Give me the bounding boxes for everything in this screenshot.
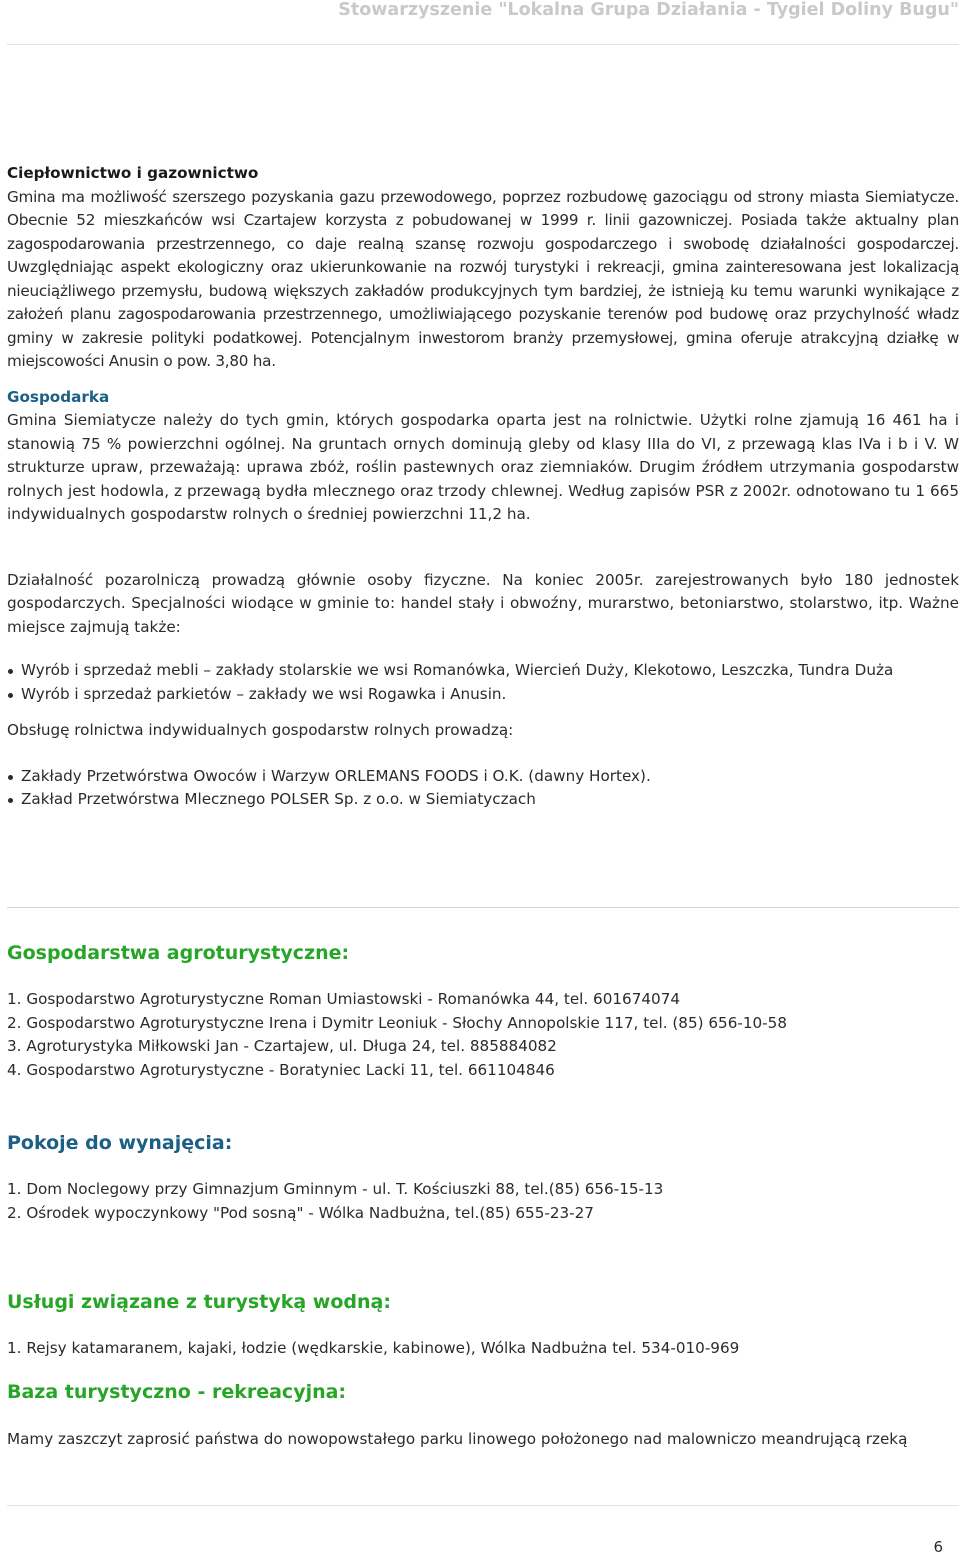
list-item (7, 683, 959, 707)
list-item (7, 788, 959, 812)
list-item: 1. Gospodarstwo Agroturystyczne Roman Umiastowski - Romanówka 44, tel. 601674074 (7, 990, 681, 1008)
crafts-list (7, 659, 959, 706)
page-header (7, 0, 959, 45)
list-item: 3. Agroturystyka Miłkowski Jan - Czartajew, ul. Długa 24, tel. 885884082 (7, 1037, 557, 1055)
economy-section-title: Gospodarka (7, 387, 110, 406)
list-item-text: Wyrób i sprzedaż parkietów – zakłady we wsi Rogawka i Anusin. (21, 684, 507, 703)
list-item-text: Zakład Przetwórstwa Mlecznego POLSER Sp. z o.o. w Siemiatyczach (21, 790, 536, 808)
economy-paragraph-2: Działalność pozarolniczą prowadzą głównie osoby fizyczne. Na koniec 2005r. zarejestrowanych było 180 jednostek gospodarczych. Specjalności wiodące w gminie to: handel stały i obwoźny, murarstwo, betoniarstwo, stolarstwo, itp. Ważne miejsce zajmują także: (7, 570, 959, 636)
list-item: 2. Ośrodek wypoczynkowy "Pod sosną" - Wólka Nadbużna, tel.(85) 655-23-27 (7, 1203, 594, 1222)
rooms-list (7, 1178, 663, 1225)
bullet-icon (8, 669, 13, 674)
bullet-icon (8, 798, 13, 803)
bullet-icon (8, 693, 13, 698)
list-item-text: Wyrób i sprzedaż mebli – zakłady stolarskie we wsi Romanówka, Wiercień Duży, Klekotowo, Leszczka, Tundra Duża (21, 661, 894, 679)
economy-paragraph-1: Gmina Siemiatycze należy do tych gmin, których gospodarka oparta jest na rolnictwie. Użytki rolne zjamują 16 461 ha i stanowią 75 % powierzchni ogólnej. Na gruntach ornych dominują gleby od klasy IIIa do VI, z przewagą klas IVa i b i V. W strukturze upraw, przeważają: uprawa zbóż, roślin pastewnych oraz ziemniaków. Drugim źródłem utrzymania gospodarstw rolnych jest hodowla, z przewagą bydła mlecznego oraz trzody chlewnej. Według zapisów PSR z 2002r. odnotowano tu 1 665 indywidualnych gospodarstw rolnych o średniej powierzchni 11,2 ha. (7, 411, 959, 523)
heating-text-3: Potencjalnym inwestorom branży przemysłowej, gmina oferuje atrakcyjną działkę w miejscowości Anusin o pow. 3,80 ha. (7, 328, 959, 370)
recreation-text: Mamy zaszczyt zaprosić państwa do nowopowstałego parku linowego położonego nad malowniczo meandrującą rzeką (7, 1430, 908, 1448)
water-tourism-list (7, 1337, 739, 1361)
agrotourism-list (7, 988, 787, 1082)
heating-paragraph (7, 186, 959, 374)
footer-divider (7, 1505, 959, 1506)
list-item (7, 765, 959, 789)
page-number: 6 (933, 1538, 943, 1556)
agrotourism-heading: Gospodarstwa agroturystyczne: (7, 942, 350, 964)
list-item-text: Zakłady Przetwórstwa Owoców i Warzyw ORLEMANS FOODS i O.K. (dawny Hortex). (21, 766, 651, 785)
section-divider (7, 907, 959, 908)
heating-text-2: Uwzględniając aspekt ekologiczny oraz ukierunkowanie na rozwój turystyki i rekreacji, gmina zainteresowana jest lokalizacją nieuciążliwego przemysłu, budową większych zakładów produkcyjnych tym bardziej, że istnieją ku temu warunki wynikające z założeń planu zagospodarowania przestrzennego, umożliwiającego pozyskanie terenów pod budowę oraz przychylność władz gminy w zakresie polityki podatkowej. (7, 258, 959, 347)
list-item (7, 659, 959, 683)
recreation-heading: Baza turystyczno - rekreacyjna: (7, 1381, 347, 1403)
heating-text-1: Gmina ma możliwość szerszego pozyskania gazu przewodowego, poprzez rozbudowę gazociągu od strony miasta Siemiatycze. Obecnie 52 mieszkańców wsi Czartajew korzysta z pobudowanej w 1999 r. linii gazowniczej. Posiada także aktualny plan zagospodarowania przestrzennego, co daje realną szansę rozwoju gospodarczego i swobodę działalności gospodarczej. (7, 187, 959, 253)
water-tourism-heading: Usługi związane z turystyką wodną: (7, 1291, 391, 1313)
processing-list (7, 765, 959, 812)
list-item: 1. Dom Noclegowy przy Gimnazjum Gminnym - ul. T. Kościuszki 88, tel.(85) 656-15-13 (7, 1180, 664, 1198)
list-item: 1. Rejsy katamaranem, kajaki, łodzie (wędkarskie, kabinowe), Wólka Nadbużna tel. 534-010-969 (7, 1339, 740, 1357)
economy-paragraph-3: Obsługę rolnictwa indywidualnych gospodarstw rolnych prowadzą: (7, 721, 514, 739)
list-item: 4. Gospodarstwo Agroturystyczne - Boratyniec Lacki 11, tel. 661104846 (7, 1060, 555, 1079)
header-title: Stowarzyszenie "Lokalna Grupa Działania - Tygiel Doliny Bugu" (338, 0, 959, 20)
main-content (7, 162, 959, 812)
heating-section-title: Ciepłownictwo i gazownictwo (7, 164, 259, 182)
list-item: 2. Gospodarstwo Agroturystyczne Irena i Dymitr Leoniuk - Słochy Annopolskie 117, tel. (85) 656-10-58 (7, 1013, 787, 1032)
rooms-heading: Pokoje do wynajęcia: (7, 1132, 233, 1154)
bullet-icon (8, 775, 13, 780)
